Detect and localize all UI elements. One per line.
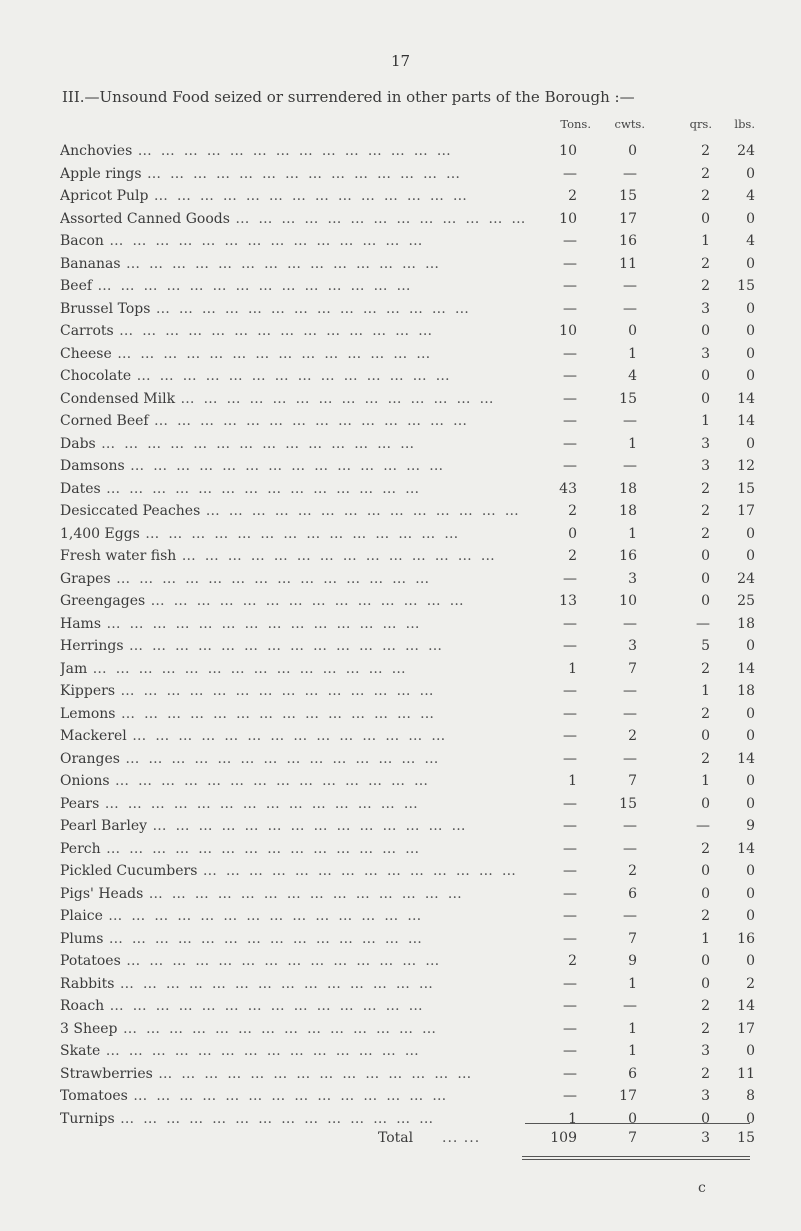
food-item-name: Corned Beef … … … … … … … … … … … … … … [60, 413, 530, 429]
food-item-name: Pigs' Heads … … … … … … … … … … … … … … [60, 886, 530, 902]
total-cwts: 7 [628, 1130, 637, 1146]
cwts-value: 1 [628, 435, 637, 452]
tons-value: — [563, 390, 577, 407]
signature-mark: c [698, 1180, 706, 1196]
table-row [0, 748, 801, 771]
qrs-value: 2 [701, 165, 710, 182]
tons-value: — [563, 615, 577, 632]
food-item-name: Strawberries … … … … … … … … … … … … … … [60, 1066, 530, 1082]
lbs-value: 18 [737, 615, 755, 632]
lbs-value: 11 [737, 1065, 755, 1082]
food-item-name: Perch … … … … … … … … … … … … … … [60, 841, 530, 857]
lbs-value: 2 [746, 975, 755, 992]
total-row [0, 1130, 801, 1152]
qrs-value: 0 [701, 368, 710, 384]
tons-value: — [563, 435, 577, 452]
cwts-value: 2 [628, 863, 637, 879]
cwts-value: 1 [628, 345, 637, 362]
tons-value: — [563, 300, 577, 317]
qrs-value: — [696, 615, 710, 632]
qrs-value: 2 [701, 705, 710, 722]
table-row [0, 905, 801, 928]
tons-value: — [563, 885, 577, 902]
table-row [0, 545, 801, 568]
cwts-value: — [623, 165, 637, 182]
tons-value: — [563, 863, 577, 879]
lbs-value: 0 [746, 728, 755, 744]
table-row [0, 320, 801, 343]
column-headers [0, 117, 801, 135]
food-item-name: Cheese … … … … … … … … … … … … … … [60, 346, 530, 362]
food-item-name: Brussel Tops … … … … … … … … … … … … … … [60, 301, 530, 317]
food-item-name: Kippers … … … … … … … … … … … … … … [60, 683, 530, 699]
table-row [0, 590, 801, 613]
food-item-name: Fresh water fish … … … … … … … … … … … … … … [60, 548, 530, 564]
cwts-value: — [623, 458, 637, 474]
table-row [0, 433, 801, 456]
qrs-value: 0 [701, 548, 710, 564]
tons-value: 43 [559, 480, 577, 497]
lbs-value: 0 [746, 953, 755, 969]
food-item-name: Apricot Pulp … … … … … … … … … … … … … … [60, 188, 530, 204]
tons-value: — [563, 750, 577, 767]
cwts-value: — [623, 278, 637, 294]
cwts-value: 7 [628, 660, 637, 677]
tons-value: — [563, 683, 577, 699]
food-item-name: Potatoes … … … … … … … … … … … … … … [60, 953, 530, 969]
table-row [0, 680, 801, 703]
total-qrs: 3 [701, 1130, 710, 1146]
cwts-value: 4 [628, 368, 637, 384]
qrs-value: 1 [701, 930, 710, 947]
qrs-value: 0 [701, 210, 710, 227]
tons-value: — [563, 278, 577, 294]
cwts-value: — [623, 998, 637, 1014]
tons-value: — [563, 975, 577, 992]
total-double-rule [522, 1156, 750, 1160]
total-lbs: 15 [737, 1130, 755, 1146]
cwts-value: 6 [628, 1065, 637, 1082]
table-row [0, 365, 801, 388]
table-row [0, 1040, 801, 1063]
food-item-name: Chocolate … … … … … … … … … … … … … … [60, 368, 530, 384]
food-item-name: Greengages … … … … … … … … … … … … … … [60, 593, 530, 609]
qrs-value: 2 [701, 480, 710, 497]
qrs-value: 3 [701, 1088, 710, 1104]
tons-value: 2 [568, 503, 577, 519]
lbs-value: 0 [746, 323, 755, 339]
cwts-value: 15 [619, 188, 637, 204]
lbs-value: 0 [746, 795, 755, 812]
table-row [0, 815, 801, 838]
tons-value: — [563, 930, 577, 947]
food-item-name: Turnips … … … … … … … … … … … … … … [60, 1111, 530, 1127]
lbs-value: 9 [746, 818, 755, 834]
lbs-value: 4 [746, 188, 755, 204]
qrs-value: 3 [701, 300, 710, 317]
table-row [0, 973, 801, 996]
cwts-value: 0 [628, 1110, 637, 1127]
lbs-value: 17 [737, 1020, 755, 1037]
food-item-name: Assorted Canned Goods … … … … … … … … … … … … … … [60, 211, 530, 227]
lbs-value: 0 [746, 705, 755, 722]
lbs-value: 0 [746, 863, 755, 879]
food-item-name: Anchovies … … … … … … … … … … … … … … [60, 143, 530, 159]
qrs-value: — [696, 818, 710, 834]
qrs-value: 2 [701, 908, 710, 924]
cwts-value: 3 [628, 638, 637, 654]
food-item-name: Bacon … … … … … … … … … … … … … … [60, 233, 530, 249]
qrs-value: 0 [701, 885, 710, 902]
qrs-value: 0 [701, 863, 710, 879]
cwts-value: — [623, 818, 637, 834]
table-row [0, 500, 801, 523]
qrs-value: 2 [701, 188, 710, 204]
qrs-value: 0 [701, 953, 710, 969]
qrs-value: 3 [701, 1043, 710, 1059]
lbs-value: 14 [737, 750, 755, 767]
food-item-name: Dates … … … … … … … … … … … … … … [60, 481, 530, 497]
tons-value: 10 [559, 210, 577, 227]
cwts-value: 10 [619, 593, 637, 609]
qrs-value: 0 [701, 323, 710, 339]
food-item-name: Grapes … … … … … … … … … … … … … … [60, 571, 530, 587]
tons-value: 1 [568, 660, 577, 677]
qrs-value: 0 [701, 1110, 710, 1127]
food-item-name: Pearl Barley … … … … … … … … … … … … … … [60, 818, 530, 834]
table-row [0, 568, 801, 591]
qrs-value: 2 [701, 1065, 710, 1082]
lbs-value: 18 [737, 683, 755, 699]
total-label: Total [378, 1130, 414, 1146]
lbs-value: 17 [737, 503, 755, 519]
tons-value: — [563, 998, 577, 1014]
lbs-value: 24 [737, 570, 755, 587]
cwts-value: 9 [628, 953, 637, 969]
cwts-value: — [623, 840, 637, 857]
table-row [0, 703, 801, 726]
table-row [0, 185, 801, 208]
col-tons: Tons. [560, 117, 591, 131]
col-lbs: lbs. [734, 117, 755, 131]
cwts-value: 16 [619, 548, 637, 564]
table-row [0, 253, 801, 276]
table-row [0, 928, 801, 951]
table-row [0, 770, 801, 793]
total-leader: ... ... [442, 1130, 481, 1146]
qrs-value: 2 [701, 1020, 710, 1037]
lbs-value: 0 [746, 525, 755, 542]
tons-value: — [563, 818, 577, 834]
food-item-name: Plums … … … … … … … … … … … … … … [60, 931, 530, 947]
tons-value: — [563, 908, 577, 924]
total-rule [525, 1123, 750, 1124]
lbs-value: 0 [746, 1043, 755, 1059]
tons-value: — [563, 368, 577, 384]
lbs-value: 4 [746, 233, 755, 249]
lbs-value: 0 [746, 1110, 755, 1127]
tons-value: — [563, 1020, 577, 1037]
cwts-value: 0 [628, 323, 637, 339]
lbs-value: 15 [737, 278, 755, 294]
cwts-value: 1 [628, 975, 637, 992]
qrs-value: 0 [701, 390, 710, 407]
section-heading: III.—Unsound Food seized or surrendered in other parts of the Borough :— [62, 88, 635, 106]
qrs-value: 0 [701, 570, 710, 587]
food-item-name: Lemons … … … … … … … … … … … … … … [60, 706, 530, 722]
cwts-value: 1 [628, 525, 637, 542]
table-row [0, 1085, 801, 1108]
cwts-value: 1 [628, 1043, 637, 1059]
cwts-value: 2 [628, 728, 637, 744]
tons-value: — [563, 1065, 577, 1082]
tons-value: 1 [568, 773, 577, 789]
qrs-value: 2 [701, 255, 710, 272]
qrs-value: 2 [701, 660, 710, 677]
tons-value: — [563, 413, 577, 429]
food-item-name: Hams … … … … … … … … … … … … … … [60, 616, 530, 632]
table-row [0, 1018, 801, 1041]
tons-value: — [563, 795, 577, 812]
qrs-value: 2 [701, 143, 710, 159]
food-item-name: Skate … … … … … … … … … … … … … … [60, 1043, 530, 1059]
qrs-value: 2 [701, 278, 710, 294]
lbs-value: 25 [737, 593, 755, 609]
table-row [0, 230, 801, 253]
table-row [0, 793, 801, 816]
qrs-value: 1 [701, 683, 710, 699]
cwts-value: 18 [619, 503, 637, 519]
qrs-value: 2 [701, 503, 710, 519]
cwts-value: 7 [628, 930, 637, 947]
cwts-value: 7 [628, 773, 637, 789]
cwts-value: 18 [619, 480, 637, 497]
food-item-name: Bananas … … … … … … … … … … … … … … [60, 256, 530, 272]
tons-value: 10 [559, 143, 577, 159]
table-row [0, 838, 801, 861]
table-row [0, 613, 801, 636]
table-row [0, 298, 801, 321]
tons-value: — [563, 1043, 577, 1059]
lbs-value: 0 [746, 908, 755, 924]
tons-value: — [563, 458, 577, 474]
cwts-value: 0 [628, 143, 637, 159]
lbs-value: 0 [746, 548, 755, 564]
col-cwts: cwts. [614, 117, 645, 131]
food-item-name: Oranges … … … … … … … … … … … … … … [60, 751, 530, 767]
lbs-value: 8 [746, 1088, 755, 1104]
cwts-value: 11 [619, 255, 637, 272]
table-row [0, 478, 801, 501]
table-row [0, 883, 801, 906]
cwts-value: — [623, 705, 637, 722]
cwts-value: — [623, 908, 637, 924]
table-row [0, 523, 801, 546]
lbs-value: 15 [737, 480, 755, 497]
cwts-value: — [623, 413, 637, 429]
cwts-value: 16 [619, 233, 637, 249]
tons-value: — [563, 165, 577, 182]
qrs-value: 2 [701, 750, 710, 767]
food-item-name: Roach … … … … … … … … … … … … … … [60, 998, 530, 1014]
qrs-value: 2 [701, 840, 710, 857]
page-number: 17 [390, 52, 411, 70]
food-item-name: Jam … … … … … … … … … … … … … … [60, 661, 530, 677]
food-item-name: Desiccated Peaches … … … … … … … … … … … … … … [60, 503, 530, 519]
food-item-name: Condensed Milk … … … … … … … … … … … … … … [60, 391, 530, 407]
tons-value: — [563, 638, 577, 654]
qrs-value: 2 [701, 525, 710, 542]
food-table [0, 140, 801, 1130]
table-row [0, 725, 801, 748]
qrs-value: 0 [701, 795, 710, 812]
total-tons: 109 [550, 1130, 577, 1146]
tons-value: — [563, 255, 577, 272]
tons-value: — [563, 570, 577, 587]
lbs-value: 0 [746, 255, 755, 272]
table-row [0, 658, 801, 681]
lbs-value: 0 [746, 773, 755, 789]
col-qrs: qrs. [689, 117, 712, 131]
lbs-value: 0 [746, 165, 755, 182]
table-row [0, 275, 801, 298]
cwts-value: 3 [628, 570, 637, 587]
cwts-value: 15 [619, 390, 637, 407]
table-row [0, 1063, 801, 1086]
lbs-value: 12 [737, 458, 755, 474]
table-row [0, 343, 801, 366]
tons-value: 0 [568, 525, 577, 542]
tons-value: 2 [568, 548, 577, 564]
tons-value: 2 [568, 188, 577, 204]
tons-value: — [563, 233, 577, 249]
food-item-name: Carrots … … … … … … … … … … … … … … [60, 323, 530, 339]
lbs-value: 0 [746, 345, 755, 362]
food-item-name: Onions … … … … … … … … … … … … … … [60, 773, 530, 789]
food-item-name: Damsons … … … … … … … … … … … … … … [60, 458, 530, 474]
table-row [0, 995, 801, 1018]
cwts-value: — [623, 615, 637, 632]
tons-value: — [563, 1088, 577, 1104]
cwts-value: 15 [619, 795, 637, 812]
cwts-value: — [623, 750, 637, 767]
food-item-name: Pears … … … … … … … … … … … … … … [60, 796, 530, 812]
table-row [0, 388, 801, 411]
qrs-value: 5 [701, 638, 710, 654]
food-item-name: Beef … … … … … … … … … … … … … … [60, 278, 530, 294]
qrs-value: 0 [701, 593, 710, 609]
food-item-name: Dabs … … … … … … … … … … … … … … [60, 436, 530, 452]
lbs-value: 0 [746, 435, 755, 452]
tons-value: — [563, 728, 577, 744]
lbs-value: 16 [737, 930, 755, 947]
cwts-value: 17 [619, 1088, 637, 1104]
tons-value: 10 [559, 323, 577, 339]
cwts-value: 17 [619, 210, 637, 227]
cwts-value: 6 [628, 885, 637, 902]
tons-value: 2 [568, 953, 577, 969]
lbs-value: 14 [737, 660, 755, 677]
cwts-value: — [623, 300, 637, 317]
qrs-value: 1 [701, 233, 710, 249]
food-item-name: Pickled Cucumbers … … … … … … … … … … … … … … [60, 863, 530, 879]
table-row [0, 635, 801, 658]
qrs-value: 2 [701, 998, 710, 1014]
tons-value: — [563, 345, 577, 362]
lbs-value: 0 [746, 300, 755, 317]
lbs-value: 0 [746, 210, 755, 227]
food-item-name: Tomatoes … … … … … … … … … … … … … … [60, 1088, 530, 1104]
lbs-value: 0 [746, 885, 755, 902]
cwts-value: — [623, 683, 637, 699]
lbs-value: 0 [746, 638, 755, 654]
tons-value: — [563, 840, 577, 857]
food-item-name: Plaice … … … … … … … … … … … … … … [60, 908, 530, 924]
cwts-value: 1 [628, 1020, 637, 1037]
qrs-value: 0 [701, 975, 710, 992]
table-row [0, 140, 801, 163]
lbs-value: 14 [737, 413, 755, 429]
qrs-value: 3 [701, 458, 710, 474]
table-row [0, 950, 801, 973]
food-item-name: Herrings … … … … … … … … … … … … … … [60, 638, 530, 654]
tons-value: 1 [568, 1110, 577, 1127]
lbs-value: 0 [746, 368, 755, 384]
qrs-value: 3 [701, 345, 710, 362]
qrs-value: 3 [701, 435, 710, 452]
table-row [0, 163, 801, 186]
qrs-value: 0 [701, 728, 710, 744]
food-item-name: Rabbits … … … … … … … … … … … … … … [60, 976, 530, 992]
lbs-value: 14 [737, 840, 755, 857]
table-row [0, 455, 801, 478]
table-row [0, 410, 801, 433]
food-item-name: 1,400 Eggs … … … … … … … … … … … … … … [60, 526, 530, 542]
table-row [0, 1108, 801, 1131]
food-item-name: Mackerel … … … … … … … … … … … … … … [60, 728, 530, 744]
food-item-name: Apple rings … … … … … … … … … … … … … … [60, 166, 530, 182]
tons-value: — [563, 705, 577, 722]
lbs-value: 24 [737, 143, 755, 159]
table-row [0, 860, 801, 883]
qrs-value: 1 [701, 773, 710, 789]
table-row [0, 208, 801, 231]
lbs-value: 14 [737, 390, 755, 407]
food-item-name: 3 Sheep … … … … … … … … … … … … … … [60, 1021, 530, 1037]
tons-value: 13 [559, 593, 577, 609]
qrs-value: 1 [701, 413, 710, 429]
lbs-value: 14 [737, 998, 755, 1014]
